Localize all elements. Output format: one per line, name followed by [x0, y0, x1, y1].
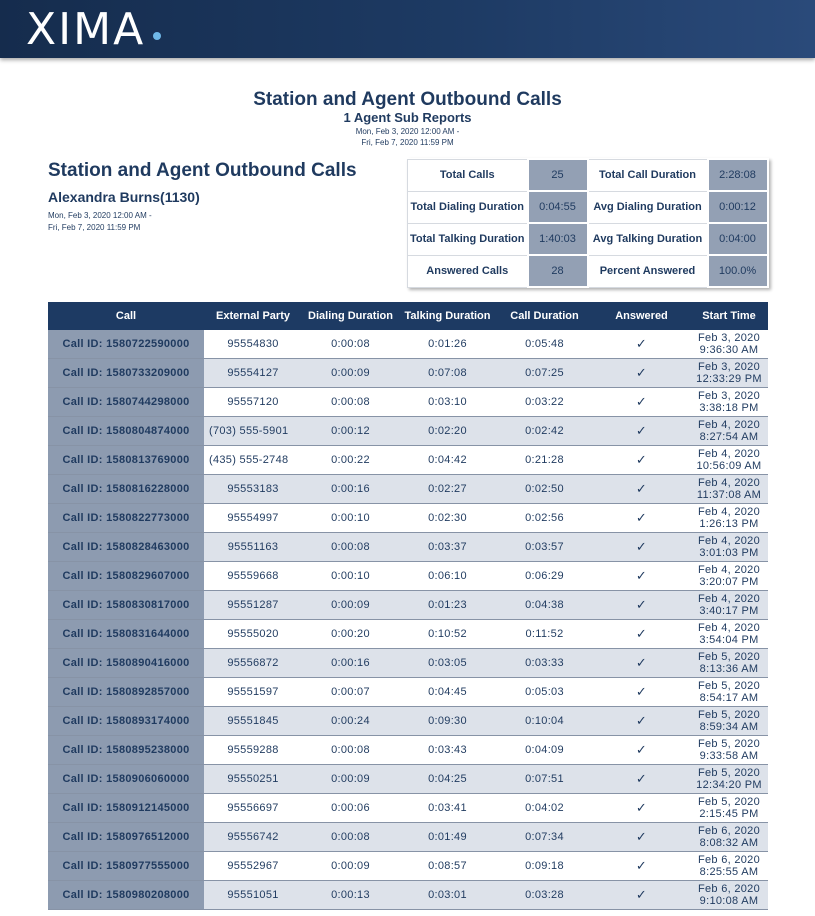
talking-duration-cell: 0:02:30 — [399, 504, 496, 533]
call-id-cell[interactable]: Call ID: 1580906060000 — [48, 765, 204, 794]
table-row — [48, 388, 768, 417]
call-id-cell[interactable]: Call ID: 1580744298000 — [48, 388, 204, 417]
calls-table — [48, 302, 768, 910]
start-clock: 8:13:36 AM — [699, 663, 759, 675]
percent-answered-label: Percent Answered — [588, 255, 708, 287]
avg-talking-label: Avg Talking Duration — [588, 223, 708, 255]
total-calls-value: 25 — [528, 159, 588, 191]
table-row — [48, 591, 768, 620]
dialing-duration-cell: 0:00:08 — [302, 823, 399, 852]
talking-duration-cell: 0:06:10 — [399, 562, 496, 591]
dialing-duration-cell: 0:00:06 — [302, 794, 399, 823]
dialing-duration-cell: 0:00:16 — [302, 649, 399, 678]
checkmark-icon: ✓ — [635, 771, 648, 786]
checkmark-icon: ✓ — [635, 742, 648, 757]
dialing-duration-cell: 0:00:22 — [302, 446, 399, 475]
col-header-talking-duration[interactable]: Talking Duration — [399, 302, 496, 330]
report-date-range — [0, 126, 815, 148]
dialing-duration-cell: 0:00:09 — [302, 765, 399, 794]
talking-duration-cell: 0:02:20 — [399, 417, 496, 446]
external-party-cell: 95551845 — [204, 707, 302, 736]
col-header-answered[interactable]: Answered — [593, 302, 690, 330]
section-title: Station and Agent Outbound Calls — [48, 160, 357, 181]
external-party-cell: 95554997 — [204, 504, 302, 533]
start-clock: 3:01:03 PM — [699, 547, 759, 559]
start-date: Feb 4, 2020 — [697, 477, 760, 489]
call-duration-cell: 0:02:42 — [496, 417, 593, 446]
table-row — [48, 794, 768, 823]
table-row — [48, 823, 768, 852]
call-duration-cell: 0:06:29 — [496, 562, 593, 591]
external-party-cell: 95556697 — [204, 794, 302, 823]
call-id-cell[interactable]: Call ID: 1580733209000 — [48, 359, 204, 388]
call-id-cell[interactable]: Call ID: 1580912145000 — [48, 794, 204, 823]
checkmark-icon: ✓ — [635, 626, 648, 641]
checkmark-icon: ✓ — [635, 481, 648, 496]
agent-date-from: Mon, Feb 3, 2020 12:00 AM - — [48, 211, 152, 220]
total-dialing-label: Total Dialing Duration — [408, 191, 528, 223]
start-time-cell — [690, 475, 768, 504]
start-date: Feb 6, 2020 — [697, 825, 760, 837]
answered-cell — [593, 881, 690, 910]
call-id-cell[interactable]: Call ID: 1580893174000 — [48, 707, 204, 736]
talking-duration-cell: 0:03:10 — [399, 388, 496, 417]
checkmark-icon: ✓ — [635, 568, 648, 583]
call-id-cell[interactable]: Call ID: 1580892857000 — [48, 678, 204, 707]
dialing-duration-cell: 0:00:09 — [302, 852, 399, 881]
call-id-cell[interactable]: Call ID: 1580980208000 — [48, 881, 204, 910]
avg-dialing-value: 0:00:12 — [708, 191, 768, 223]
table-row — [48, 446, 768, 475]
start-clock: 12:34:20 PM — [696, 779, 762, 791]
answered-cell — [593, 649, 690, 678]
call-duration-cell: 0:11:52 — [496, 620, 593, 649]
answered-cell — [593, 330, 690, 359]
external-party-cell: 95551051 — [204, 881, 302, 910]
talking-duration-cell: 0:08:57 — [399, 852, 496, 881]
start-time-cell — [690, 446, 768, 475]
dialing-duration-cell: 0:00:08 — [302, 330, 399, 359]
talking-duration-cell: 0:03:01 — [399, 881, 496, 910]
external-party-cell: 95552967 — [204, 852, 302, 881]
start-date: Feb 3, 2020 — [697, 390, 760, 402]
call-id-cell[interactable]: Call ID: 1580831644000 — [48, 620, 204, 649]
answered-cell — [593, 707, 690, 736]
talking-duration-cell: 0:04:42 — [399, 446, 496, 475]
start-time-cell — [690, 388, 768, 417]
table-row — [48, 475, 768, 504]
external-party-cell: (435) 555-2748 — [204, 446, 302, 475]
start-time-cell — [690, 417, 768, 446]
answered-cell — [593, 417, 690, 446]
checkmark-icon: ✓ — [635, 684, 648, 699]
answered-calls-label: Answered Calls — [408, 255, 528, 287]
answered-cell — [593, 620, 690, 649]
start-time-cell — [690, 359, 768, 388]
start-date: Feb 5, 2020 — [697, 738, 760, 750]
table-row — [48, 765, 768, 794]
dialing-duration-cell: 0:00:09 — [302, 359, 399, 388]
external-party-cell: 95556872 — [204, 649, 302, 678]
talking-duration-cell: 0:07:08 — [399, 359, 496, 388]
call-duration-cell: 0:04:02 — [496, 794, 593, 823]
call-duration-cell: 0:04:09 — [496, 736, 593, 765]
start-clock: 8:54:17 AM — [699, 692, 759, 704]
talking-duration-cell: 0:03:41 — [399, 794, 496, 823]
dialing-duration-cell: 0:00:24 — [302, 707, 399, 736]
talking-duration-cell: 0:03:43 — [399, 736, 496, 765]
start-time-cell — [690, 823, 768, 852]
external-party-cell: 95559288 — [204, 736, 302, 765]
checkmark-icon: ✓ — [635, 510, 648, 525]
start-time-cell — [690, 794, 768, 823]
answered-cell — [593, 736, 690, 765]
start-clock: 8:59:34 AM — [699, 721, 759, 733]
start-time-cell — [690, 620, 768, 649]
call-id-cell[interactable]: Call ID: 1580977555000 — [48, 852, 204, 881]
call-duration-cell: 0:09:18 — [496, 852, 593, 881]
start-time-cell — [690, 881, 768, 910]
external-party-cell: (703) 555-5901 — [204, 417, 302, 446]
start-date: Feb 4, 2020 — [697, 622, 760, 634]
checkmark-icon: ✓ — [635, 829, 648, 844]
external-party-cell: 95551163 — [204, 533, 302, 562]
external-party-cell: 95554830 — [204, 330, 302, 359]
start-date: Feb 5, 2020 — [697, 651, 760, 663]
start-clock: 1:26:13 PM — [699, 518, 759, 530]
checkmark-icon: ✓ — [635, 394, 648, 409]
start-clock: 9:33:58 AM — [699, 750, 759, 762]
dialing-duration-cell: 0:00:10 — [302, 504, 399, 533]
checkmark-icon: ✓ — [635, 887, 648, 902]
total-call-duration-label: Total Call Duration — [588, 159, 708, 191]
agent-date-range — [48, 210, 152, 234]
answered-cell — [593, 446, 690, 475]
dialing-duration-cell: 0:00:08 — [302, 533, 399, 562]
talking-duration-cell: 0:10:52 — [399, 620, 496, 649]
dialing-duration-cell: 0:00:09 — [302, 591, 399, 620]
checkmark-icon: ✓ — [635, 858, 648, 873]
dialing-duration-cell: 0:00:16 — [302, 475, 399, 504]
call-id-cell[interactable]: Call ID: 1580829607000 — [48, 562, 204, 591]
answered-cell — [593, 678, 690, 707]
start-clock: 3:54:04 PM — [699, 634, 759, 646]
report-subtitle: 1 Agent Sub Reports — [343, 110, 472, 125]
call-duration-cell: 0:07:34 — [496, 823, 593, 852]
percent-answered-value: 100.0% — [708, 255, 768, 287]
table-row — [48, 736, 768, 765]
agent-date-to: Fri, Feb 7, 2020 11:59 PM — [48, 223, 141, 232]
start-date: Feb 5, 2020 — [697, 709, 760, 721]
header-banner — [0, 0, 815, 58]
checkmark-icon: ✓ — [635, 597, 648, 612]
report-header — [0, 90, 815, 148]
start-time-cell — [690, 330, 768, 359]
external-party-cell: 95559668 — [204, 562, 302, 591]
start-date: Feb 4, 2020 — [697, 506, 760, 518]
answered-cell — [593, 504, 690, 533]
table-row — [48, 678, 768, 707]
call-duration-cell: 0:21:28 — [496, 446, 593, 475]
start-date: Feb 6, 2020 — [697, 883, 760, 895]
external-party-cell: 95556742 — [204, 823, 302, 852]
checkmark-icon: ✓ — [635, 365, 648, 380]
start-clock: 3:20:07 PM — [699, 576, 759, 588]
start-date: Feb 4, 2020 — [697, 448, 760, 460]
col-header-external-party[interactable]: External Party — [204, 302, 302, 330]
call-id-cell[interactable]: Call ID: 1580895238000 — [48, 736, 204, 765]
table-row — [48, 649, 768, 678]
report-date-to: Fri, Feb 7, 2020 11:59 PM — [361, 138, 454, 147]
table-header-row — [48, 302, 768, 330]
start-time-cell — [690, 562, 768, 591]
talking-duration-cell: 0:02:27 — [399, 475, 496, 504]
col-header-start-time[interactable]: Start Time — [690, 302, 768, 330]
call-duration-cell: 0:07:51 — [496, 765, 593, 794]
external-party-cell: 95551597 — [204, 678, 302, 707]
call-id-cell[interactable]: Call ID: 1580890416000 — [48, 649, 204, 678]
avg-talking-value: 0:04:00 — [708, 223, 768, 255]
start-clock: 8:25:55 AM — [699, 866, 759, 878]
dialing-duration-cell: 0:00:20 — [302, 620, 399, 649]
call-id-cell[interactable]: Call ID: 1580822773000 — [48, 504, 204, 533]
external-party-cell: 95554127 — [204, 359, 302, 388]
talking-duration-cell: 0:01:23 — [399, 591, 496, 620]
answered-cell — [593, 388, 690, 417]
checkmark-icon: ✓ — [635, 423, 648, 438]
start-time-cell — [690, 852, 768, 881]
call-duration-cell: 0:05:03 — [496, 678, 593, 707]
external-party-cell: 95550251 — [204, 765, 302, 794]
dialing-duration-cell: 0:00:08 — [302, 388, 399, 417]
report-date-from: Mon, Feb 3, 2020 12:00 AM - — [355, 127, 460, 136]
summary-table — [407, 158, 769, 288]
start-clock: 12:33:29 PM — [696, 373, 762, 385]
start-date: Feb 5, 2020 — [697, 767, 760, 779]
col-header-call-duration[interactable]: Call Duration — [496, 302, 593, 330]
call-duration-cell: 0:04:38 — [496, 591, 593, 620]
table-row — [48, 852, 768, 881]
answered-calls-value: 28 — [528, 255, 588, 287]
start-time-cell — [690, 591, 768, 620]
start-clock: 9:36:30 AM — [699, 344, 759, 356]
start-time-cell — [690, 504, 768, 533]
talking-duration-cell: 0:04:45 — [399, 678, 496, 707]
answered-cell — [593, 533, 690, 562]
call-duration-cell: 0:03:33 — [496, 649, 593, 678]
total-talking-label: Total Talking Duration — [408, 223, 528, 255]
checkmark-icon: ✓ — [635, 336, 648, 351]
call-id-cell[interactable]: Call ID: 1580816228000 — [48, 475, 204, 504]
logo-text: XIMA — [26, 4, 146, 55]
table-row — [48, 417, 768, 446]
table-row — [48, 562, 768, 591]
checkmark-icon: ✓ — [635, 713, 648, 728]
talking-duration-cell: 0:01:26 — [399, 330, 496, 359]
report-title: Station and Agent Outbound Calls — [253, 89, 562, 110]
start-time-cell — [690, 649, 768, 678]
start-clock: 3:38:18 PM — [699, 402, 759, 414]
start-date: Feb 4, 2020 — [697, 419, 760, 431]
table-row — [48, 881, 768, 910]
table-row — [48, 533, 768, 562]
start-date: Feb 5, 2020 — [697, 680, 760, 692]
dialing-duration-cell: 0:00:10 — [302, 562, 399, 591]
external-party-cell: 95555020 — [204, 620, 302, 649]
calls-table-body — [48, 330, 768, 910]
xima-logo — [26, 6, 145, 54]
start-date: Feb 4, 2020 — [697, 564, 760, 576]
answered-cell — [593, 794, 690, 823]
call-duration-cell: 0:10:04 — [496, 707, 593, 736]
table-row — [48, 620, 768, 649]
start-clock: 8:27:54 AM — [699, 431, 759, 443]
call-id-cell[interactable]: Call ID: 1580830817000 — [48, 591, 204, 620]
call-duration-cell: 0:02:56 — [496, 504, 593, 533]
call-duration-cell: 0:02:50 — [496, 475, 593, 504]
answered-cell — [593, 852, 690, 881]
talking-duration-cell: 0:09:30 — [399, 707, 496, 736]
call-id-cell[interactable]: Call ID: 1580804874000 — [48, 417, 204, 446]
talking-duration-cell: 0:03:37 — [399, 533, 496, 562]
start-clock: 2:15:45 PM — [699, 808, 759, 820]
start-clock: 3:40:17 PM — [699, 605, 759, 617]
answered-cell — [593, 591, 690, 620]
checkmark-icon: ✓ — [635, 800, 648, 815]
start-time-cell — [690, 765, 768, 794]
start-time-cell — [690, 678, 768, 707]
call-duration-cell: 0:05:48 — [496, 330, 593, 359]
checkmark-icon: ✓ — [635, 452, 648, 467]
total-dialing-value: 0:04:55 — [528, 191, 588, 223]
dialing-duration-cell: 0:00:08 — [302, 736, 399, 765]
external-party-cell: 95557120 — [204, 388, 302, 417]
checkmark-icon: ✓ — [635, 539, 648, 554]
total-call-duration-value: 2:28:08 — [708, 159, 768, 191]
total-talking-value: 1:40:03 — [528, 223, 588, 255]
table-row — [48, 504, 768, 533]
col-header-call[interactable]: Call — [48, 302, 204, 330]
logo-dot-icon — [153, 32, 161, 40]
talking-duration-cell: 0:03:05 — [399, 649, 496, 678]
talking-duration-cell: 0:04:25 — [399, 765, 496, 794]
call-duration-cell: 0:03:28 — [496, 881, 593, 910]
answered-cell — [593, 475, 690, 504]
start-time-cell — [690, 533, 768, 562]
dialing-duration-cell: 0:00:12 — [302, 417, 399, 446]
total-calls-label: Total Calls — [408, 159, 528, 191]
answered-cell — [593, 823, 690, 852]
external-party-cell: 95553183 — [204, 475, 302, 504]
dialing-duration-cell: 0:00:13 — [302, 881, 399, 910]
start-clock: 10:56:09 AM — [696, 460, 762, 472]
start-time-cell — [690, 707, 768, 736]
call-duration-cell: 0:03:57 — [496, 533, 593, 562]
call-id-cell[interactable]: Call ID: 1580722590000 — [48, 330, 204, 359]
start-date: Feb 3, 2020 — [697, 332, 760, 344]
start-date: Feb 4, 2020 — [697, 535, 760, 547]
external-party-cell: 95551287 — [204, 591, 302, 620]
avg-dialing-label: Avg Dialing Duration — [588, 191, 708, 223]
table-row — [48, 707, 768, 736]
start-date: Feb 6, 2020 — [697, 854, 760, 866]
agent-name: Alexandra Burns(1130) — [48, 189, 200, 205]
table-row — [48, 359, 768, 388]
start-date: Feb 4, 2020 — [697, 593, 760, 605]
start-clock: 11:37:08 AM — [696, 489, 762, 501]
call-id-cell[interactable]: Call ID: 1580976512000 — [48, 823, 204, 852]
checkmark-icon: ✓ — [635, 655, 648, 670]
table-row — [48, 330, 768, 359]
answered-cell — [593, 562, 690, 591]
col-header-dialing-duration[interactable]: Dialing Duration — [302, 302, 399, 330]
start-time-cell — [690, 736, 768, 765]
start-date: Feb 3, 2020 — [697, 361, 760, 373]
call-duration-cell: 0:07:25 — [496, 359, 593, 388]
start-clock: 8:08:32 AM — [699, 837, 759, 849]
talking-duration-cell: 0:01:49 — [399, 823, 496, 852]
start-clock: 9:10:08 AM — [699, 895, 759, 907]
call-duration-cell: 0:03:22 — [496, 388, 593, 417]
call-id-cell[interactable]: Call ID: 1580813769000 — [48, 446, 204, 475]
dialing-duration-cell: 0:00:07 — [302, 678, 399, 707]
start-date: Feb 5, 2020 — [697, 796, 760, 808]
answered-cell — [593, 765, 690, 794]
answered-cell — [593, 359, 690, 388]
call-id-cell[interactable]: Call ID: 1580828463000 — [48, 533, 204, 562]
